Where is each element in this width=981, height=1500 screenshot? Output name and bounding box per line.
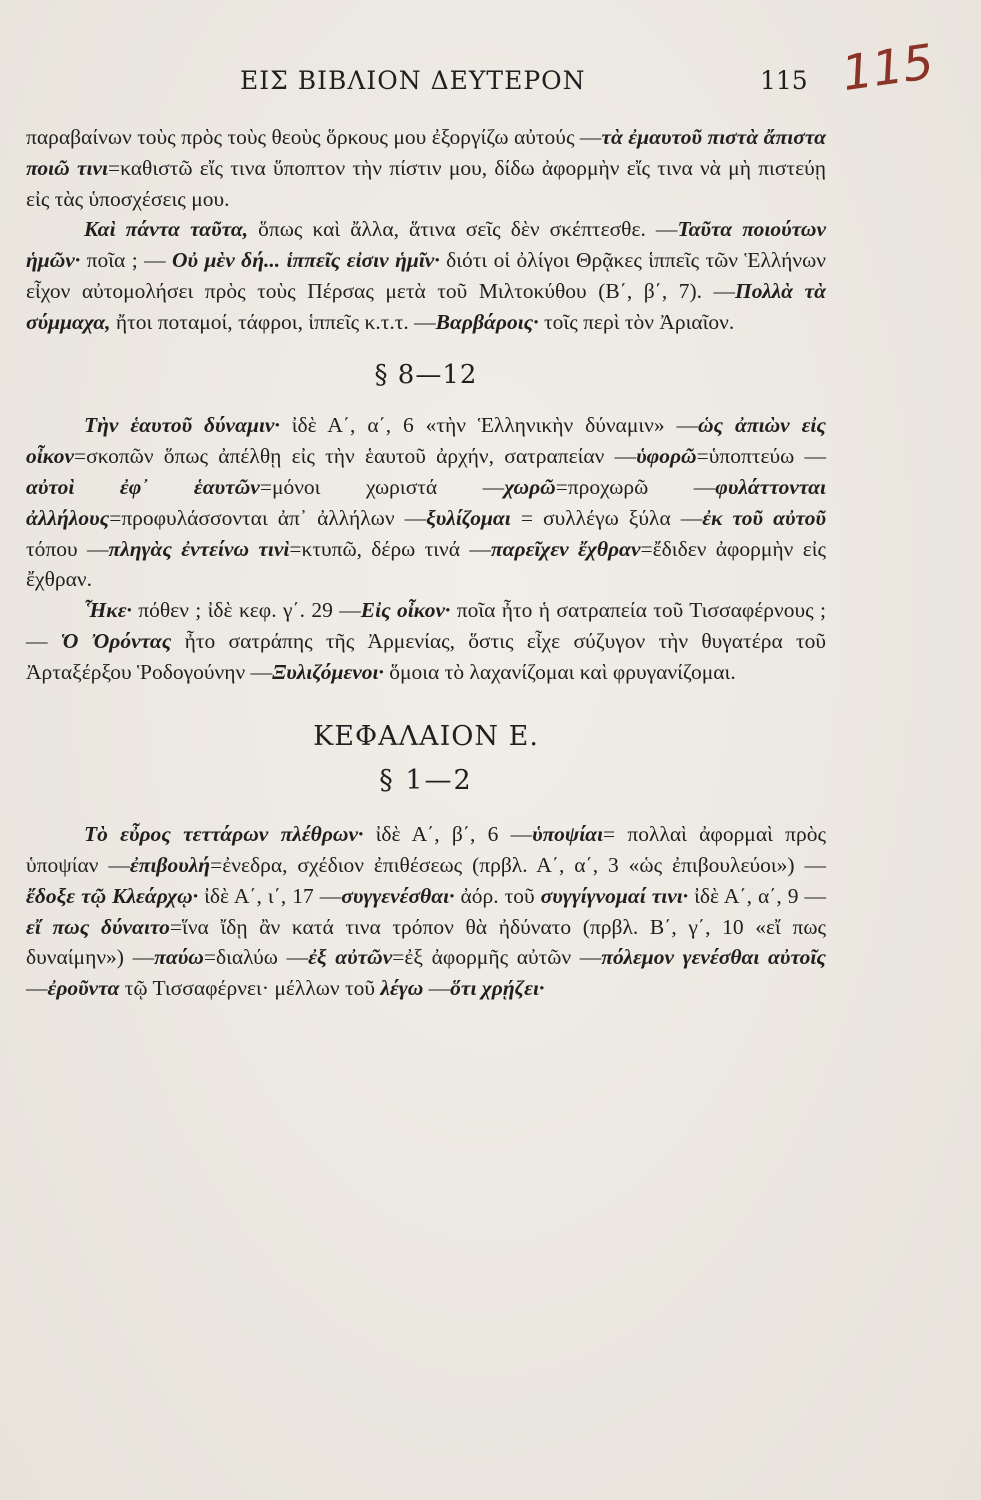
section-heading: § 1—2 bbox=[379, 765, 473, 797]
lemma: συγγίγνομαί τινι· bbox=[540, 883, 689, 908]
lemma: ἐξ αὐτῶν bbox=[308, 945, 393, 970]
running-header bbox=[0, 33, 981, 106]
section-heading: § 8—12 bbox=[374, 359, 478, 390]
text-run: πόθεν ; ἰδὲ κεφ. γ΄. 29 — bbox=[131, 598, 361, 623]
lemma: ὡς ἀπιὼν εἰς οἶκον bbox=[26, 413, 826, 469]
lemma: ἐκ τοῦ αὐτοῦ bbox=[702, 505, 827, 530]
text-run: ἰδὲ Α΄, β΄, 6 — bbox=[363, 822, 533, 847]
lemma: ὑποψίαι bbox=[532, 822, 604, 847]
paragraph bbox=[26, 410, 826, 595]
running-title: ΕΙΣ ΒΙΒΛΙΟΝ ΔΕΥΤΕΡΟΝ bbox=[240, 66, 586, 95]
lemma: Τὸ εὖρος τεττάρων πλέθρων· bbox=[84, 822, 364, 847]
text-run: ποῖα ἦτο ἡ σατραπεία τοῦ Τισσαφέρνους ; — bbox=[26, 598, 826, 653]
lemma: Εἰς οἶκον· bbox=[360, 598, 451, 623]
lemma: πληγὰς ἐντείνω τινὶ bbox=[108, 536, 290, 561]
text-run: — bbox=[423, 976, 451, 1001]
text-run: =ἵνα ἴδῃ ἂν κατά τινα τρόπον θὰ ἠδύνατο (πρβλ. Β΄, γ΄, 10 «εἴ πως δυναίμην») — bbox=[26, 914, 826, 970]
text-run: =κτυπῶ, δέρω τινά — bbox=[289, 536, 491, 561]
text-run: τῷ Τισσαφέρνει· μέλλων τοῦ bbox=[119, 976, 381, 1001]
lemma: ἐπιβουλή bbox=[129, 852, 211, 877]
text-run: τόπου — bbox=[26, 536, 109, 561]
text-run: =καθιστῶ εἴς τινα ὕποπτον τὴν πίστιν μου, δίδω ἀφορμὴν εἴς τινα νὰ μὴ πιστεύῃ εἰς τὰς ὑποσχέσεις μου. bbox=[26, 155, 826, 211]
lemma: φυλάττονται ἀλλήλους bbox=[26, 474, 826, 530]
text-run: =ἔδιδεν ἀφορμὴν εἰς ἔχθραν. bbox=[26, 536, 827, 592]
text-run: =ἐξ ἀφορμῆς αὐτῶν — bbox=[392, 945, 602, 970]
text-run: ὅπως καὶ ἄλλα, ἅτινα σεῖς δὲν σκέπτεσθε. — bbox=[248, 217, 678, 242]
text-run: ὅμοια τὸ λαχανίζομαι καὶ φρυγανίζομαι. bbox=[383, 659, 736, 684]
text-run: — bbox=[26, 976, 48, 1001]
paragraph bbox=[26, 595, 826, 687]
paragraph bbox=[26, 819, 826, 1004]
lemma: Ὁ Ὀρόντας bbox=[60, 628, 172, 653]
lemma: παύω bbox=[154, 945, 204, 970]
text-run: ἰδὲ Α΄, α΄, 6 «τὴν Ἑλληνικὴν δύναμιν» — bbox=[279, 413, 698, 438]
lemma: Καὶ πάντα ταῦτα, bbox=[84, 217, 249, 242]
lemma: ὅτι χρῄζει· bbox=[450, 976, 545, 1001]
text-run: =ὑποπτεύω — bbox=[696, 444, 827, 469]
text-run: = πολλαὶ ἀφορμαὶ πρὸς ὑποψίαν — bbox=[26, 822, 826, 877]
lemma: παρεῖχεν ἔχθραν bbox=[490, 536, 641, 561]
lemma: πόλεμον γενέσθαι αὐτοῖς bbox=[601, 945, 826, 970]
text-run: =διαλύω — bbox=[203, 945, 309, 970]
lemma: ὑφορῶ bbox=[636, 444, 697, 469]
text-run: =προφυλάσσονται ἀπ᾽ ἀλλήλων — bbox=[109, 505, 427, 530]
lemma: αὐτοὶ ἐφ᾽ ἑαυτῶν bbox=[26, 474, 260, 499]
text-run: =προχωρῶ — bbox=[555, 474, 716, 499]
lemma: Βαρβάροις· bbox=[435, 309, 539, 334]
lemma: Ἧκε· bbox=[84, 598, 132, 623]
lemma: ξυλίζομαι bbox=[426, 505, 511, 530]
text-run: ποῖα ; — bbox=[80, 248, 172, 273]
text-run: παραβαίνων τοὺς πρὸς τοὺς θεοὺς ὅρκους μου ἐξοργίζω αὐτούς — bbox=[26, 125, 602, 149]
text-run: ἰδὲ Α΄, α΄, 9 — bbox=[688, 883, 827, 908]
paragraph bbox=[26, 214, 826, 337]
lemma: ἔδοξε τῷ Κλεάρχῳ· bbox=[26, 883, 199, 908]
lemma: λέγω bbox=[380, 976, 424, 1001]
text-run: ἰδὲ Α΄, ι΄, 17 — bbox=[198, 883, 342, 908]
lemma: ἐροῦντα bbox=[47, 976, 120, 1001]
lemma: Πολλὰ τὰ σύμμαχα, bbox=[26, 278, 826, 334]
text-run: ἦτο σατράπης τῆς Ἀρμενίας, ὅστις εἶχε σύζυγον τὴν θυγατέρα τοῦ Ἀρταξέρξου Ῥοδογούνην — bbox=[26, 628, 827, 684]
text-run: = συλλέγω ξύλα — bbox=[510, 505, 703, 530]
lemma: Τὴν ἑαυτοῦ δύναμιν· bbox=[84, 413, 280, 438]
text-run: ἤτοι ποταμοί, τάφροι, ἱππεῖς κ.τ.τ. — bbox=[110, 309, 436, 334]
lemma: Ξυλιζόμενοι· bbox=[272, 659, 384, 684]
text-run: =μόνοι χωριστά — bbox=[259, 474, 505, 499]
paragraph bbox=[26, 122, 826, 214]
handwritten-page-number: 115 bbox=[838, 33, 938, 103]
text-run: =σκοπῶν ὅπως ἀπέλθῃ εἰς τὴν ἑαυτοῦ ἀρχήν, σατραπείαν — bbox=[74, 444, 637, 469]
lemma: συγγενέσθαι· bbox=[341, 883, 455, 908]
body-text bbox=[26, 122, 826, 1004]
text-run: διότι οἱ ὀλίγοι Θρᾷκες ἱππεῖς τῶν Ἑλλήνων εἶχον αὐτομολήσει πρὸς τοὺς Πέρσας μετὰ τοῦ Μιλτοκύθου (Β΄, β΄, 7). — bbox=[26, 248, 826, 303]
lemma: τὰ ἐμαυτοῦ πιστὰ ἄπιστα ποιῶ τινι bbox=[26, 125, 826, 180]
page-number: 115 bbox=[760, 66, 808, 95]
text-run: =ἐνεδρα, σχέδιον ἐπιθέσεως (πρβλ. Α΄, α΄, 3 «ὡς ἐπιβουλεύοι») — bbox=[210, 852, 826, 877]
lemma: χωρῶ bbox=[504, 474, 556, 499]
lemma: Οὐ μὲν δή... ἱππεῖς εἰσιν ἡμῖν· bbox=[172, 248, 440, 273]
text-run: τοῖς περὶ τὸν Ἀριαῖον. bbox=[538, 309, 735, 334]
lemma: εἴ πως δύναιτο bbox=[26, 914, 170, 939]
lemma: Ταῦτα ποιούτων ἡμῶν· bbox=[26, 217, 826, 273]
text-run: ἀόρ. τοῦ bbox=[454, 883, 541, 908]
chapter-heading: ΚΕΦΑΛΑΙΟΝ Ε. bbox=[313, 720, 539, 752]
